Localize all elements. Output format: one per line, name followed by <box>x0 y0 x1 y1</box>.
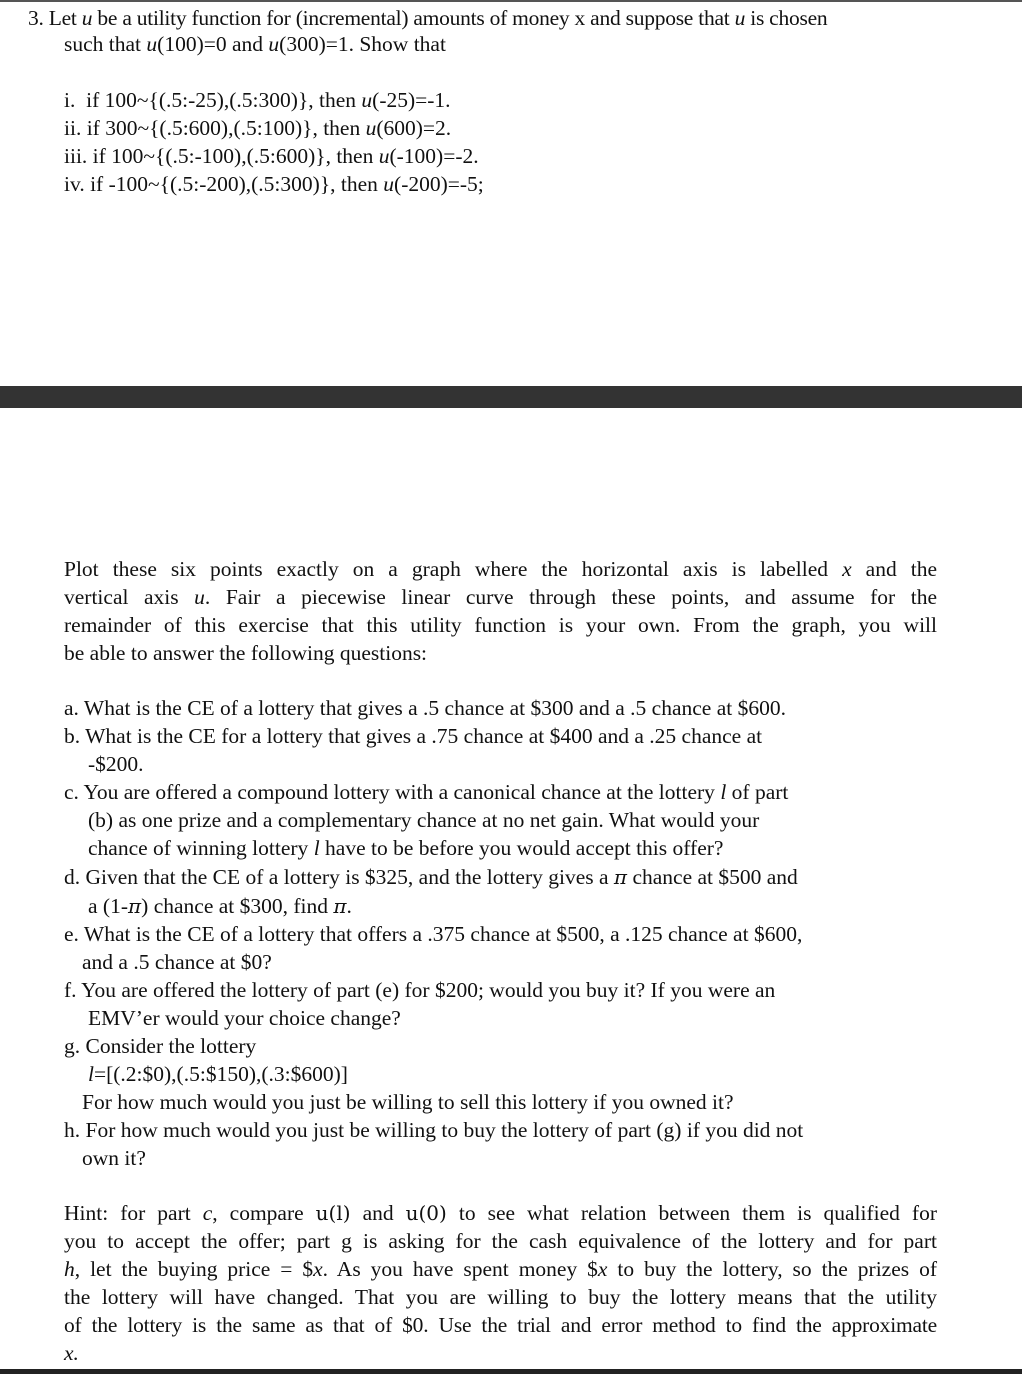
hint-text: to buy the lottery, so the prizes of <box>607 1257 937 1281</box>
page-divider <box>0 386 1022 408</box>
item-label: i. <box>64 88 76 112</box>
question-text: a (1- <box>88 894 128 918</box>
question-text: have to be before you would accept this offer? <box>319 836 724 860</box>
var-l: l <box>720 780 727 804</box>
var-x: x <box>597 1257 608 1281</box>
item-label: iv. <box>64 172 85 196</box>
plot-paragraph-line <box>64 639 427 667</box>
question-b-cont <box>88 750 144 778</box>
hint-text: . As you have spent money $ <box>322 1257 598 1281</box>
var-u: u <box>383 172 395 196</box>
question-g-cont <box>82 1088 734 1116</box>
roman-item <box>64 170 484 198</box>
question-e-cont <box>82 948 272 976</box>
plot-paragraph-line <box>64 555 937 583</box>
question-h <box>64 1116 803 1144</box>
question-text: EMV’er would your choice change? <box>88 1006 401 1030</box>
hint-line <box>64 1255 937 1283</box>
question-text: d. Given that the CE of a lottery is $325, and the lottery gives a <box>64 865 614 889</box>
question-text: e. What is the CE of a lottery that offers a .375 chance at $500, a .125 chance at $600, <box>64 922 803 946</box>
intro-text: is chosen <box>745 6 828 30</box>
paragraph-text: vertical axis <box>64 585 195 609</box>
var-u: u <box>378 144 390 168</box>
question-text: f. You are offered the lottery of part (e) for $200; would you buy it? If you were an <box>64 978 776 1002</box>
plot-paragraph-line <box>64 611 937 639</box>
hint-line <box>64 1339 79 1367</box>
hint-text: you to accept the offer; part g is asking for the cash equivalence of the lottery and for part <box>64 1229 937 1253</box>
top-rule <box>0 0 1022 2</box>
hint-text: of the lottery is the same as that of $0. Use the trial and error method to find the approximate <box>64 1313 937 1337</box>
var-u: u <box>81 6 93 30</box>
var-u: u <box>268 32 280 56</box>
question-a <box>64 694 786 722</box>
paragraph-text: remainder of this exercise that this utility function is your own. From the graph, you will <box>64 613 937 637</box>
intro-line-2 <box>64 30 446 58</box>
roman-item <box>64 142 479 170</box>
intro-text: such that <box>64 32 147 56</box>
item-text: if 100~{(.5:-100),(.5:600)}, then <box>92 144 379 168</box>
question-g-lottery <box>88 1060 348 1088</box>
question-text: and a .5 chance at $0? <box>82 950 272 974</box>
math-u-0: u(0) <box>405 1201 447 1225</box>
question-text: . <box>346 894 352 918</box>
question-text: b. What is the CE for a lottery that gives a .75 chance at $400 and a .25 chance at <box>64 724 763 748</box>
item-text: if 100~{(.5:-25),(.5:300)}, then <box>86 88 362 112</box>
math-u-l: u(l) <box>315 1201 351 1225</box>
question-h-cont <box>82 1144 146 1172</box>
var-x: x <box>842 557 852 581</box>
lottery-definition: =[(.2:$0),(.5:$150),(.3:$600)] <box>93 1062 348 1086</box>
paragraph-text: . Fair a piecewise linear curve through these points, and assume for the <box>204 585 938 609</box>
paragraph-text: Plot these six points exactly on a graph where the horizontal axis is labelled <box>64 557 843 581</box>
pi-symbol: π <box>128 894 142 918</box>
intro-line-1 <box>28 4 827 32</box>
item-text: if 300~{(.5:600),(.5:100)}, then <box>86 116 366 140</box>
roman-item <box>64 114 451 142</box>
hint-text: to see what relation between them is qualified for <box>446 1201 937 1225</box>
hint-text: Hint: for part <box>64 1201 203 1225</box>
hint-text: and <box>350 1201 406 1225</box>
var-x: x <box>313 1257 323 1281</box>
question-d-cont <box>88 892 352 920</box>
paragraph-text: and the <box>851 557 937 581</box>
question-text: ) chance at $300, find <box>141 894 334 918</box>
question-text: g. Consider the lottery <box>64 1034 257 1058</box>
item-result: (-25)=-1. <box>372 88 451 112</box>
question-g <box>64 1032 256 1060</box>
var-u: u <box>365 116 377 140</box>
question-text: c. You are offered a compound lottery with a canonical chance at the lottery <box>64 780 721 804</box>
item-result: (600)=2. <box>376 116 452 140</box>
intro-text: (100)=0 and <box>157 32 269 56</box>
hint-text: , compare <box>212 1201 316 1225</box>
var-u: u <box>361 88 373 112</box>
item-result: (-100)=-2. <box>389 144 479 168</box>
intro-text: Let <box>48 6 82 30</box>
var-u: u <box>146 32 158 56</box>
var-u: u <box>734 6 746 30</box>
question-text: h. For how much would you just be willing to buy the lottery of part (g) if you did not <box>64 1118 804 1142</box>
question-f-cont <box>88 1004 401 1032</box>
question-b <box>64 722 762 750</box>
bottom-rule <box>0 1369 1022 1374</box>
var-h: h <box>64 1257 75 1281</box>
intro-text: be a utility function for (incremental) amounts of money x and suppose that <box>92 6 735 30</box>
question-c <box>64 778 788 806</box>
question-d <box>64 863 798 891</box>
item-text: if -100~{(.5:-200),(.5:300)}, then <box>90 172 384 196</box>
question-text: chance of winning lottery <box>88 836 314 860</box>
question-c-cont <box>88 806 759 834</box>
var-u: u <box>194 585 205 609</box>
question-c-cont <box>88 834 723 862</box>
question-text: own it? <box>82 1146 146 1170</box>
question-text: of part <box>726 780 789 804</box>
item-label: ii. <box>64 116 82 140</box>
question-text: chance at $500 and <box>627 865 798 889</box>
hint-line <box>64 1199 937 1227</box>
hint-line <box>64 1227 937 1255</box>
item-label: iii. <box>64 144 88 168</box>
pi-symbol: π <box>333 894 347 918</box>
var-x: x. <box>64 1341 79 1365</box>
var-l: l <box>88 1062 94 1086</box>
plot-paragraph-line <box>64 583 937 611</box>
question-text: (b) as one prize and a complementary chance at no net gain. What would your <box>88 808 760 832</box>
question-e <box>64 920 802 948</box>
hint-text: , let the buying price = $ <box>74 1257 314 1281</box>
hint-line <box>64 1283 937 1311</box>
question-text: a. What is the CE of a lottery that gives a .5 chance at $300 and a .5 chance at $600. <box>64 696 786 720</box>
hint-line <box>64 1311 937 1339</box>
intro-text: (300)=1. Show that <box>279 32 446 56</box>
question-number: 3. <box>28 6 44 30</box>
item-result: (-200)=-5; <box>394 172 484 196</box>
question-f <box>64 976 775 1004</box>
question-text: For how much would you just be willing to sell this lottery if you owned it? <box>82 1090 734 1114</box>
paragraph-text: be able to answer the following questions: <box>64 641 428 665</box>
var-l: l <box>313 836 320 860</box>
var-c: c <box>202 1201 213 1225</box>
question-text: -$200. <box>88 752 144 776</box>
pi-symbol: π <box>613 865 628 889</box>
hint-text: the lottery will have changed. That you are willing to buy the lottery means that the utility <box>64 1285 937 1309</box>
roman-item <box>64 86 451 114</box>
